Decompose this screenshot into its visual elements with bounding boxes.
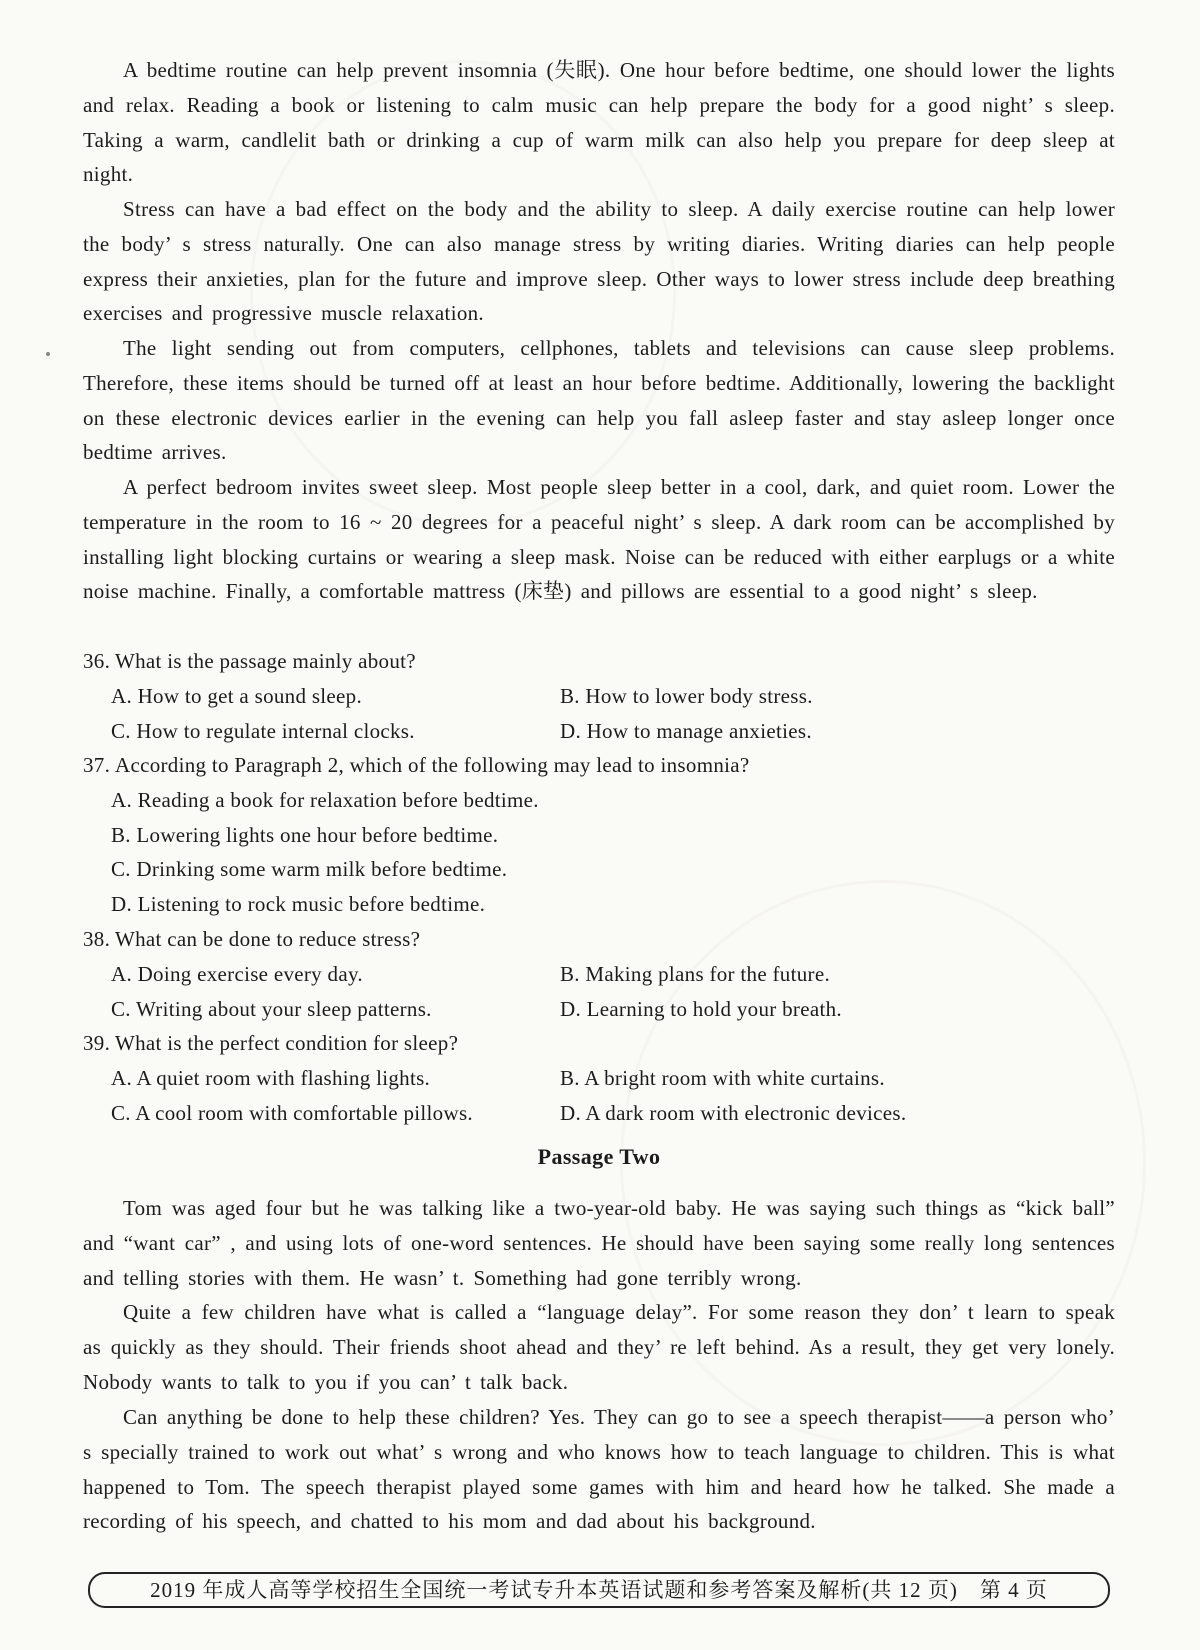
question-number: 38. (83, 927, 111, 951)
passage-one-paragraph-4: A perfect bedroom invites sweet sleep. Most people sleep better in a cool, dark, and quiet room. Lower the temperature in the room to 16 ~ 20 degrees for a peaceful night’ s sleep. A dark room can be accomplished by installing light blocking curtains or wearing a sleep mask. Noise can be reduced with either earplugs or a white noise machine. Finally, a comfortable mattress (床垫) and pillows are essential to a good night’ s sleep. (83, 475, 1115, 604)
question-38-stem (83, 922, 1115, 957)
passage-two-paragraph-3: Can anything be done to help these children? Yes. They can go to see a speech therapist——a person who’ s specially trained to work out what’ s wrong and who knows how to teach language to children. This is what happened to Tom. The speech therapist played some games with him and heard how he talked. She made a recording of his speech, and chatted to his mom and dad about his background. (83, 1405, 1115, 1534)
question-number: 39. (83, 1031, 111, 1055)
question-text: What is the passage mainly about? (115, 649, 416, 673)
option-c: C. Writing about your sleep patterns. (111, 996, 432, 1021)
passage-one-paragraph-2: Stress can have a bad effect on the body and the ability to sleep. A daily exercise routine can help lower the body’ s stress naturally. One can also manage stress by writing diaries. Writing diaries can help people express their anxieties, plan for the future and improve sleep. Other ways to lower stress include deep breathing exercises and progressive muscle relaxation. (83, 197, 1115, 326)
question-38-options-row-1 (83, 957, 1115, 992)
page-footer-box (88, 1572, 1110, 1608)
question-number: 36. (83, 649, 111, 673)
question-text: According to Paragraph 2, which of the following may lead to insomnia? (115, 753, 750, 777)
option-c: C. How to regulate internal clocks. (111, 718, 415, 743)
option-d: D. Listening to rock music before bedtime. (111, 892, 486, 917)
option-a: A. A quiet room with flashing lights. (111, 1065, 431, 1090)
passage-two-paragraph-2: Quite a few children have what is called a “language delay”. For some reason they don’ t learn to speak as quickly as they should. Their friends shoot ahead and they’ re left behind. As a result, they get very lonely. Nobody wants to talk to you if you can’ t talk back. (83, 1300, 1115, 1394)
question-36-stem (83, 644, 1115, 679)
passage-one-paragraph-3: The light sending out from computers, cellphones, tablets and televisions can cause sleep problems. Therefore, these items should be turned off at least an hour before bedtime. Additionally, lowering the backlight on these electronic devices earlier in the evening can help you fall asleep faster and stay asleep longer once bedtime arrives. (83, 336, 1115, 465)
option-b: B. How to lower body stress. (560, 683, 813, 708)
question-text: What can be done to reduce stress? (115, 927, 421, 951)
passage-two-paragraph-1: Tom was aged four but he was talking like a two-year-old baby. He was saying such things as “kick ball” and “want car” , and using lots of one-word sentences. He should have been saying some really long sentences and telling stories with them. He wasn’ t. Something had gone terribly wrong. (83, 1196, 1115, 1290)
question-number: 37. (83, 753, 111, 777)
question-38-options-row-2 (83, 992, 1115, 1027)
question-37-stem (83, 748, 1115, 783)
option-d: D. Learning to hold your breath. (560, 996, 842, 1021)
option-b: B. A bright room with white curtains. (560, 1065, 885, 1090)
question-39 (83, 1026, 1115, 1130)
option-a: A. How to get a sound sleep. (111, 683, 363, 708)
stray-ink-mark (46, 352, 50, 356)
question-38 (83, 922, 1115, 1026)
question-37 (83, 748, 1115, 922)
question-36-options-row-1 (83, 679, 1115, 714)
question-39-options-row-2 (83, 1096, 1115, 1131)
question-text: What is the perfect condition for sleep? (115, 1031, 459, 1055)
option-b: B. Making plans for the future. (560, 961, 830, 986)
option-d: D. A dark room with electronic devices. (560, 1100, 907, 1125)
passage-one-paragraph-1: A bedtime routine can help prevent insomnia (失眠). One hour before bedtime, one should lower the lights and relax. Reading a book or listening to calm music can help prepare the body for a good night’ s sleep. Taking a warm, candlelit bath or drinking a cup of warm milk can also help you prepare for deep sleep at night. (83, 58, 1115, 187)
option-c: C. Drinking some warm milk before bedtime. (111, 857, 508, 882)
option-a: A. Reading a book for relaxation before bedtime. (111, 787, 539, 812)
question-36 (83, 644, 1115, 748)
option-b: B. Lowering lights one hour before bedtime. (111, 822, 499, 847)
option-c: C. A cool room with comfortable pillows. (111, 1100, 473, 1125)
option-d: D. How to manage anxieties. (560, 718, 812, 743)
question-39-options-row-1 (83, 1061, 1115, 1096)
question-36-options-row-2 (83, 714, 1115, 749)
page-footer-text: 2019 年成人高等学校招生全国统一考试专升本英语试题和参考答案及解析(共 12 页) 第 4 页 (150, 1577, 1048, 1602)
option-a: A. Doing exercise every day. (111, 961, 363, 986)
passage-two-heading: Passage Two (537, 1144, 661, 1169)
question-39-stem (83, 1026, 1115, 1061)
